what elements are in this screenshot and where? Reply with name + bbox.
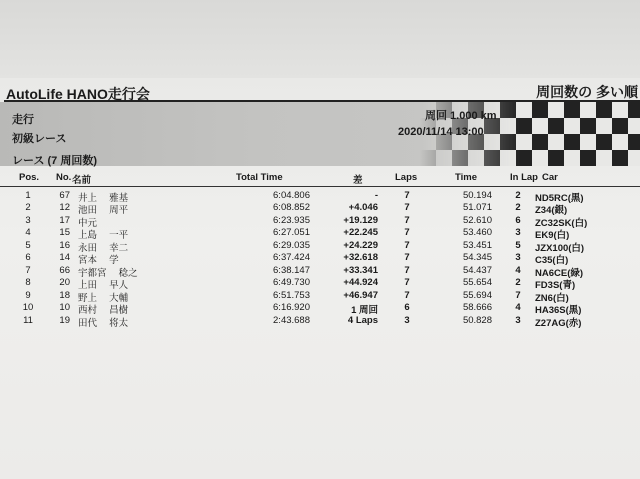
row-driver-name: 井上 雅基 bbox=[78, 193, 129, 204]
row-gap: +46.947 bbox=[343, 289, 378, 301]
row-gap: 4 Laps bbox=[347, 314, 378, 326]
row-car-number: 15 bbox=[59, 227, 70, 239]
row-car-number: 14 bbox=[59, 252, 70, 264]
race-datetime: 2020/11/14 13:00 bbox=[398, 126, 484, 138]
row-in-lap: 7 bbox=[515, 289, 521, 301]
row-car-number: 18 bbox=[59, 289, 70, 301]
row-car-number: 20 bbox=[59, 277, 70, 289]
row-car: FD3S(青) bbox=[535, 280, 576, 292]
column-header-row bbox=[0, 172, 640, 187]
row-driver-name: 宇都宮 稔之 bbox=[78, 267, 138, 279]
row-total-time: 6:27.051 bbox=[273, 227, 310, 239]
row-laps: 7 bbox=[404, 214, 410, 226]
row-position: 3 bbox=[25, 214, 31, 226]
row-laps: 7 bbox=[404, 277, 410, 289]
row-total-time: 6:29.035 bbox=[273, 239, 310, 251]
row-gap: +4.046 bbox=[348, 202, 378, 214]
col-laps: Laps bbox=[395, 172, 418, 183]
row-laps: 7 bbox=[404, 202, 410, 214]
row-total-time: 6:04.806 bbox=[273, 190, 310, 201]
row-in-lap: 5 bbox=[515, 239, 521, 251]
row-in-lap: 2 bbox=[515, 190, 521, 201]
row-total-time: 6:38.147 bbox=[273, 264, 310, 276]
session-label: 走行 bbox=[12, 114, 34, 126]
row-laps: 7 bbox=[404, 289, 410, 301]
row-laps: 6 bbox=[404, 302, 410, 314]
row-car-number: 66 bbox=[59, 264, 70, 276]
row-car-number: 17 bbox=[59, 214, 70, 226]
row-total-time: 6:51.753 bbox=[273, 289, 310, 301]
row-car: JZX100(白) bbox=[535, 242, 585, 254]
row-driver-name: 上田 早人 bbox=[78, 280, 129, 292]
race-label: レース (7 周回数) bbox=[12, 155, 98, 167]
row-car-number: 12 bbox=[59, 202, 70, 214]
row-driver-name: 西村 昌樹 bbox=[78, 305, 129, 317]
row-car: C35(白) bbox=[535, 255, 569, 267]
row-gap: +32.618 bbox=[343, 252, 378, 264]
col-total-time: Total Time bbox=[236, 172, 283, 183]
row-best-lap: 52.610 bbox=[462, 214, 492, 226]
col-car: Car bbox=[542, 172, 558, 183]
row-position: 8 bbox=[25, 277, 31, 289]
class-label: 初級レース bbox=[12, 133, 67, 145]
row-laps: 7 bbox=[404, 264, 410, 276]
row-driver-name: 中元 bbox=[78, 217, 98, 229]
row-driver-name: 宮本 学 bbox=[78, 255, 119, 267]
col-pos: Pos. bbox=[19, 172, 40, 183]
row-laps: 7 bbox=[404, 239, 410, 251]
row-car-number: 19 bbox=[59, 314, 70, 326]
row-total-time: 2:43.688 bbox=[273, 314, 310, 326]
row-best-lap: 50.194 bbox=[462, 190, 492, 201]
row-car: Z34(銀) bbox=[535, 205, 568, 217]
row-best-lap: 54.437 bbox=[462, 264, 492, 276]
row-in-lap: 3 bbox=[515, 314, 521, 326]
row-driver-name: 永田 幸二 bbox=[78, 242, 129, 254]
col-diff: 差 bbox=[353, 175, 363, 186]
row-in-lap: 4 bbox=[515, 264, 521, 276]
row-in-lap: 2 bbox=[515, 277, 521, 289]
row-best-lap: 55.694 bbox=[462, 289, 492, 301]
col-time: Time bbox=[455, 172, 478, 183]
row-best-lap: 58.666 bbox=[462, 302, 492, 314]
row-gap: - bbox=[374, 190, 378, 201]
row-gap: +44.924 bbox=[343, 277, 378, 289]
row-driver-name: 上島 一平 bbox=[78, 230, 129, 242]
row-best-lap: 53.451 bbox=[462, 239, 492, 251]
row-position: 5 bbox=[25, 239, 31, 251]
header-bar bbox=[4, 82, 640, 102]
lap-length: 周回 1.000 km bbox=[425, 110, 497, 122]
row-position: 4 bbox=[25, 227, 31, 239]
row-total-time: 6:49.730 bbox=[273, 277, 310, 289]
row-car: HA36S(黒) bbox=[535, 305, 582, 317]
row-driver-name: 野上 大輔 bbox=[78, 292, 129, 304]
row-position: 11 bbox=[23, 314, 33, 326]
row-car: NA6CE(緑) bbox=[535, 267, 584, 279]
row-car-number: 67 bbox=[59, 190, 70, 201]
col-in-lap: In Lap bbox=[510, 172, 538, 183]
row-total-time: 6:08.852 bbox=[273, 202, 310, 214]
row-car-number: 16 bbox=[59, 239, 70, 251]
row-best-lap: 50.828 bbox=[462, 314, 492, 326]
row-position: 9 bbox=[25, 289, 31, 301]
row-car: ZC32SK(白) bbox=[535, 217, 588, 229]
row-gap: 1 周回 bbox=[351, 305, 378, 317]
sort-order-label: 周回数の 多い順 bbox=[536, 84, 638, 100]
table-row bbox=[0, 315, 640, 329]
row-total-time: 6:16.920 bbox=[273, 302, 310, 314]
row-in-lap: 3 bbox=[515, 252, 521, 264]
row-position: 1 bbox=[25, 190, 31, 201]
row-laps: 7 bbox=[404, 227, 410, 239]
row-car: Z27AG(赤) bbox=[535, 317, 582, 329]
row-position: 2 bbox=[25, 202, 31, 214]
row-in-lap: 6 bbox=[515, 214, 521, 226]
row-gap: +24.229 bbox=[343, 239, 378, 251]
row-car: EK9(白) bbox=[535, 230, 570, 242]
row-position: 6 bbox=[25, 252, 31, 264]
row-gap: +33.341 bbox=[343, 264, 378, 276]
row-in-lap: 4 bbox=[515, 302, 521, 314]
row-driver-name: 池田 周平 bbox=[78, 205, 129, 217]
row-total-time: 6:23.935 bbox=[273, 214, 310, 226]
row-position: 10 bbox=[22, 302, 34, 314]
row-car: ZN6(白) bbox=[535, 292, 569, 304]
col-name: 名前 bbox=[72, 175, 92, 186]
row-laps: 7 bbox=[404, 190, 410, 201]
row-laps: 3 bbox=[404, 314, 410, 326]
row-in-lap: 2 bbox=[515, 202, 521, 214]
row-best-lap: 53.460 bbox=[462, 227, 492, 239]
row-gap: +22.245 bbox=[343, 227, 378, 239]
row-position: 7 bbox=[25, 264, 31, 276]
row-total-time: 6:37.424 bbox=[273, 252, 310, 264]
row-gap: +19.129 bbox=[343, 214, 378, 226]
col-no: No. bbox=[56, 172, 72, 183]
row-best-lap: 54.345 bbox=[462, 252, 492, 264]
row-in-lap: 3 bbox=[515, 227, 521, 239]
row-laps: 7 bbox=[404, 252, 410, 264]
row-best-lap: 51.071 bbox=[462, 202, 492, 214]
row-best-lap: 55.654 bbox=[462, 277, 492, 289]
row-car: ND5RC(黒) bbox=[535, 193, 584, 204]
event-title: AutoLife HANO走行会 bbox=[6, 86, 150, 102]
row-driver-name: 田代 将太 bbox=[78, 317, 129, 329]
row-car-number: 10 bbox=[59, 302, 70, 314]
